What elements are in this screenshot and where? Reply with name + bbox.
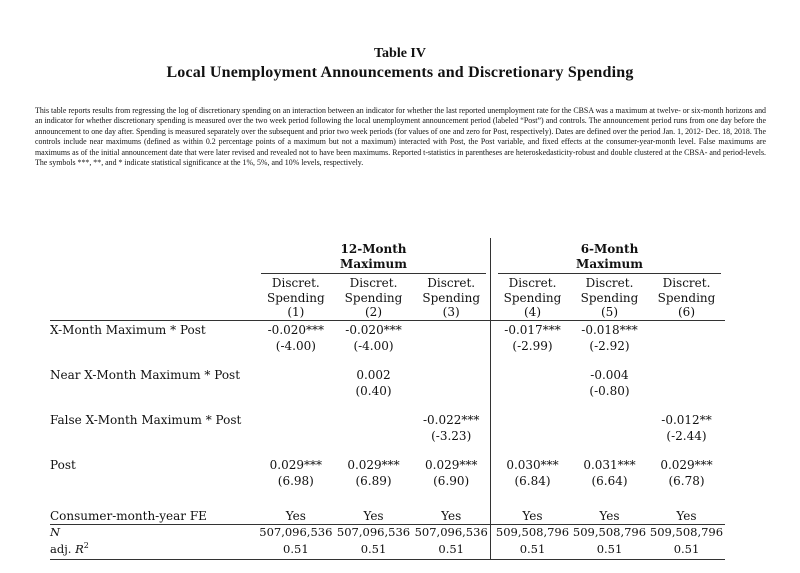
row-label-near: Near X-Month Maximum * Post [50,367,241,382]
row-label-post: Post [50,457,76,472]
column-header-1: Discret. Spending (1) [267,276,325,319]
coef-cell: -0.020*** [345,322,402,337]
column-header-6: Discret. Spending (6) [657,276,716,319]
coef-cell: 0.029*** [347,457,400,472]
fe-cell: Yes [522,508,543,523]
row-label-fe: Consumer-month-year FE [50,508,207,523]
tstat-cell [648,384,725,399]
coef-cell [494,412,571,429]
column-header-row [50,274,725,320]
coef-cell: -0.017*** [504,322,561,337]
tstat-cell [335,429,413,444]
coef-cell: 0.029*** [660,457,713,472]
coef-cell [648,322,725,339]
coef-cell: 0.029*** [425,457,478,472]
tstat-cell: (-4.00) [275,338,316,353]
coef-cell: 0.002 [356,367,391,382]
tstat-cell [571,429,648,444]
tstat-cell: (-3.23) [431,428,472,443]
tstat-cell: (6.64) [591,473,628,488]
n-cell: 507,096,536 [259,524,333,539]
coef-cell [257,367,335,384]
table-row [50,339,725,354]
coef-cell: -0.022*** [422,412,480,427]
group-header-row [50,238,725,274]
table-row-r2 [50,542,725,557]
group-12-month-line2: Maximum [340,257,407,271]
coef-cell: -0.020*** [267,322,325,337]
table-number: Table IV [373,46,426,61]
coef-cell: -0.018*** [581,322,638,337]
coef-cell [412,322,490,339]
coef-cell [494,367,571,384]
tstat-cell [412,384,490,399]
tstat-cell: (-2.44) [666,428,707,443]
table-row [50,412,725,429]
tstat-cell [412,339,490,354]
group-12-month-line1: 12-Month [340,242,407,256]
column-header-3: Discret. Spending (3) [422,276,481,319]
table-row-n [50,525,725,540]
n-cell: 507,096,536 [414,524,488,539]
tstat-cell [494,384,571,399]
tstat-cell: (0.40) [355,383,392,398]
tstat-cell: (-0.80) [589,383,630,398]
coef-cell: -0.012** [661,412,712,427]
tstat-cell: (6.89) [355,473,392,488]
r2-cell: 0.51 [519,541,546,556]
column-header-4: Discret. Spending (4) [503,276,562,319]
group-6-month-line1: 6-Month [580,242,639,256]
fe-cell: Yes [599,508,620,523]
column-divider [490,238,491,560]
coef-cell: 0.031*** [583,457,636,472]
r2-cell: 0.51 [438,541,464,556]
table-caption: This table reports results from regressing the log of discretionary spending on an interaction between an indicator for whether the last reported unemployment rate for the CBSA was a maximum at twelve- or six-month horizons and an indicator for whether discretionary spending is measured over the two week period following the local unemployment announcement period (labeled “Post”) and controls. The announcement period runs from one day before the announcement to one day after. Spending is measured separately over the subsequent and prior two week periods (for values of one and zero for Post, respectively). Dates are defined over the period Jan. 1, 2012- Dec. 18, 2018. The controls include near maximums (defined as within 0.2 percentage points of a maximum but not a maximum) interacted with Post, the Post variable, and fixed effects at the consumer-year-month level. False maximums are maximums as of the initial announcement date that were later revised and revealed not to have been maximums. Reported t-statistics in parentheses are heteroskedasticity-robust and double clustered at the CBSA- and period-levels. The symbols ***, **, and * indicate statistical significance at the 1%, 5%, and 10% levels, respectively. [35,106,766,168]
n-cell: 507,096,536 [336,524,411,539]
regression-table [50,238,725,560]
coef-cell [648,367,725,384]
table-title: Local Unemployment Announcements and Discretionary Spending [166,64,634,81]
n-cell: 509,508,796 [495,524,570,539]
table-row [50,474,725,489]
coef-cell [571,412,648,429]
n-cell: 509,508,796 [572,524,647,539]
row-label-r2: adj. $R^2$ [50,540,89,556]
row-label-n: N [50,524,61,539]
tstat-cell: (6.78) [668,473,705,488]
fe-cell: Yes [441,508,462,523]
column-header-5: Discret. Spending (5) [580,276,639,319]
r2-cell: 0.51 [283,541,309,556]
fe-cell: Yes [676,508,697,523]
coef-cell [335,412,413,429]
group-6-month [494,238,725,274]
r2-cell: 0.51 [673,541,700,556]
header-rule [50,320,725,321]
table-row-fe [50,509,725,524]
row-label-xmax: X-Month Maximum * Post [50,322,206,337]
tstat-cell [494,429,571,444]
column-header-2: Discret. Spending (2) [344,276,403,319]
r2-cell: 0.51 [360,541,387,556]
group-12-month-rule [261,273,486,274]
bottom-rule [50,559,725,560]
tstat-cell: (-2.99) [512,338,553,353]
r2-cell: 0.51 [596,541,623,556]
tstat-cell: (6.98) [277,473,314,488]
coef-cell: 0.030*** [506,457,559,472]
fe-cell: Yes [285,508,306,523]
row-label-false: False X-Month Maximum * Post [50,412,242,427]
coef-cell [257,412,335,429]
fe-cell: Yes [363,508,384,523]
tstat-cell: (-4.00) [353,338,394,353]
table-row [50,322,725,339]
tstat-cell: (6.84) [514,473,551,488]
group-6-month-line2: Maximum [576,257,643,271]
table-row [50,457,725,474]
tstat-cell [648,339,725,354]
tstat-cell [257,384,335,399]
group-6-month-rule [498,273,721,274]
coef-cell: -0.004 [590,367,629,382]
tstat-cell: (6.90) [433,473,470,488]
table-row [50,429,725,444]
table-row [50,367,725,384]
table-row [50,384,725,399]
group-12-month [257,238,490,274]
coef-cell: 0.029*** [269,457,323,472]
tstat-cell [257,429,335,444]
n-cell: 509,508,796 [649,524,724,539]
tstat-cell: (-2.92) [589,338,630,353]
coef-cell [412,367,490,384]
